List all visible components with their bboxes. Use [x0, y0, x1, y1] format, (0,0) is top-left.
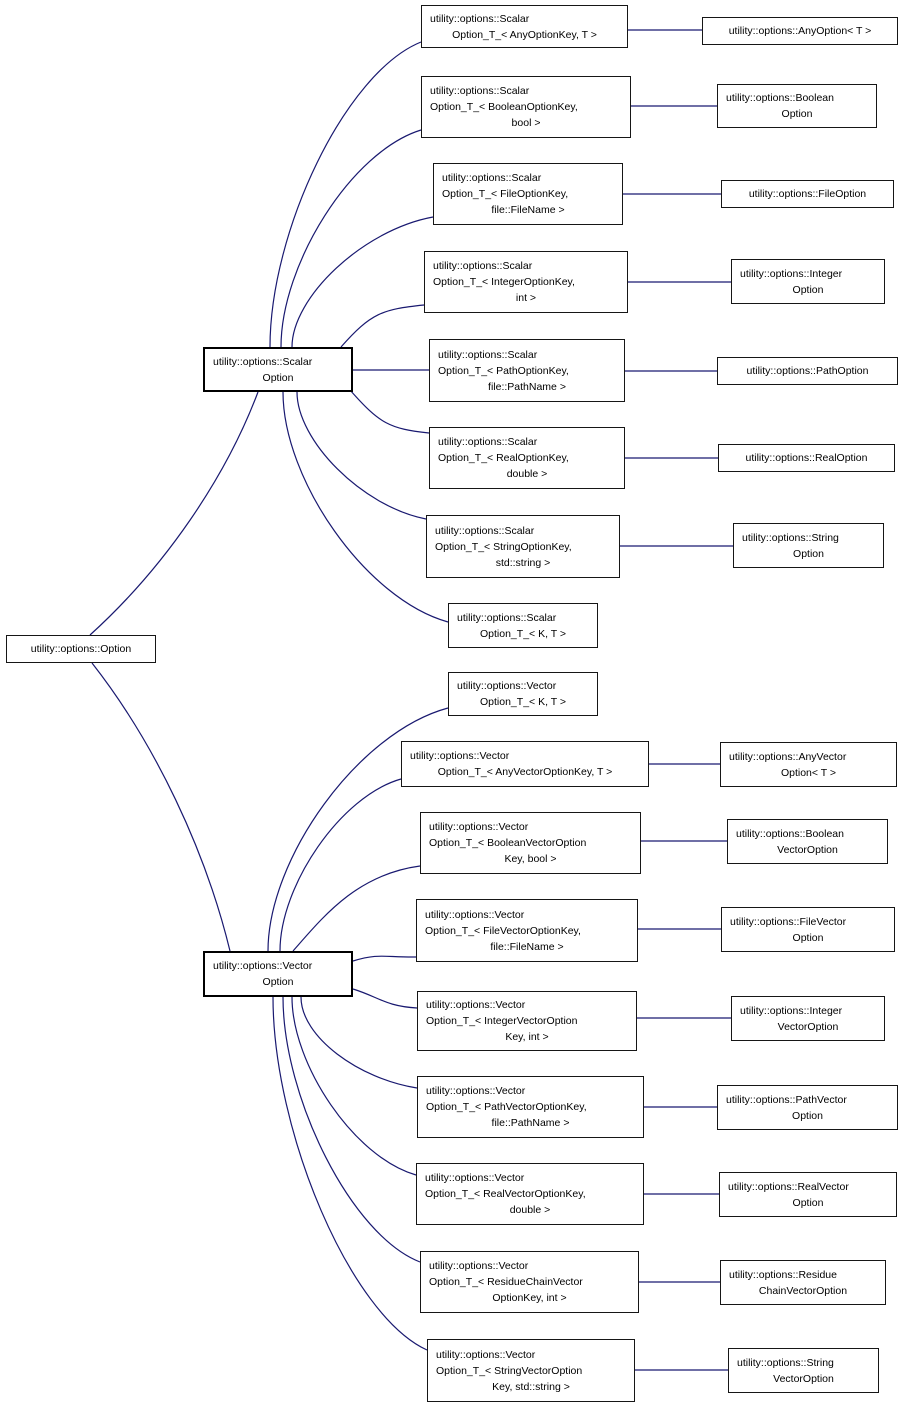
inheritance-edge-scalar-option-to-option [90, 392, 258, 635]
class-node-label-line: Option_T_< K, T > [480, 627, 566, 640]
class-node-label-line: utility::options::RealOption [745, 452, 868, 464]
class-node-string-option[interactable] [733, 523, 884, 568]
class-node-label-line: int > [515, 292, 537, 304]
class-node-vector-option-t-kt[interactable] [448, 672, 598, 716]
class-node-vector-option[interactable] [203, 951, 353, 997]
class-node-label-line: utility::options::Scalar [213, 355, 313, 368]
class-node-label-line: Option_T_< StringOptionKey, [435, 540, 572, 553]
inheritance-edge-vector-option-t-real-to-vector-option [292, 997, 416, 1175]
class-node-label-line: utility::options::String [742, 531, 839, 544]
class-node-label-line: Option [792, 931, 824, 944]
class-node-label-line: utility::options::FileVector [730, 915, 847, 928]
class-node-path-option[interactable] [717, 357, 898, 385]
class-node-label-line: utility::options::Scalar [430, 12, 530, 25]
class-node-label-line: Option [792, 1109, 823, 1122]
class-node-label-line: utility::options::AnyOption< T > [728, 25, 872, 37]
class-node-label-line: file::FileName > [490, 940, 564, 953]
class-node-file-option[interactable] [721, 180, 894, 208]
class-node-vector-option-t-path[interactable] [417, 1076, 644, 1138]
class-node-label-line: Option_T_< AnyVectorOptionKey, T > [437, 766, 613, 778]
class-node-label-line: utility::options::RealVector [728, 1180, 849, 1193]
class-node-label-line: Option< T > [780, 766, 837, 779]
class-node-scalar-option-t-path[interactable] [429, 339, 625, 402]
class-node-label-line: utility::options::Vector [429, 821, 529, 833]
class-node-string-vector-option[interactable] [728, 1348, 879, 1393]
inheritance-edge-vector-option-t-any-to-vector-option [280, 779, 401, 951]
class-node-label-line: utility::options::Scalar [438, 348, 538, 361]
inheritance-edge-scalar-option-t-any-to-scalar-option [270, 42, 421, 347]
class-node-label-line: utility::options::Scalar [438, 436, 538, 448]
class-node-label-line: utility::options::Vector [410, 750, 510, 762]
class-node-label-line: utility::options::Boolean [736, 827, 844, 840]
class-node-integer-option[interactable] [731, 259, 885, 304]
class-node-label-line: Option [792, 283, 824, 296]
class-node-scalar-option-t-boolean[interactable] [421, 76, 631, 138]
class-node-scalar-option-t-string[interactable] [426, 515, 620, 578]
class-node-label-line: utility::options::Option [30, 643, 132, 655]
class-node-label-line: utility::options::Scalar [430, 85, 530, 97]
class-node-residue-chain-vector-option[interactable] [720, 1260, 886, 1305]
class-node-label-line: utility::options::Vector [426, 999, 526, 1011]
class-node-vector-option-t-file[interactable] [416, 899, 638, 962]
class-node-file-vector-option[interactable] [721, 907, 895, 952]
class-node-label-line: utility::options::Boolean [726, 92, 834, 104]
class-node-integer-vector-option[interactable] [731, 996, 885, 1041]
class-node-label-line: Option_T_< RealVectorOptionKey, [425, 1188, 586, 1200]
class-node-scalar-option-t-integer[interactable] [424, 251, 628, 313]
class-node-label-line: Option_T_< StringVectorOption [436, 1364, 583, 1377]
class-node-scalar-option-t-kt[interactable] [448, 603, 598, 648]
class-node-label-line: Option_T_< BooleanOptionKey, [430, 101, 578, 113]
class-node-label-line: Option [262, 371, 294, 384]
class-node-label-line: VectorOption [773, 1372, 834, 1385]
class-node-label-line: utility::options::Scalar [442, 172, 542, 184]
class-node-label-line: utility::options::Vector [429, 1260, 529, 1272]
class-node-label-line: Option_T_< IntegerOptionKey, [433, 276, 575, 288]
class-node-label-line: Option [793, 547, 824, 560]
class-node-label-line: file::PathName > [488, 380, 566, 393]
class-node-boolean-vector-option[interactable] [727, 819, 888, 864]
class-node-vector-option-t-real[interactable] [416, 1163, 644, 1225]
inheritance-edge-scalar-option-t-boolean-to-scalar-option [281, 130, 421, 347]
class-node-scalar-option-t-any[interactable] [421, 5, 628, 48]
inheritance-edge-scalar-option-t-real-to-scalar-option [350, 390, 429, 433]
class-node-label-line: VectorOption [777, 1020, 839, 1033]
class-node-label-line: utility::options::Vector [425, 1172, 525, 1184]
class-node-label-line: double > [506, 468, 548, 480]
class-node-label-line: utility::options::Vector [425, 908, 525, 921]
class-node-vector-option-t-residuechain[interactable] [420, 1251, 639, 1313]
class-node-label-line: utility::options::PathOption [746, 365, 869, 377]
class-node-label-line: utility::options::Vector [426, 1085, 526, 1097]
class-node-any-vector-option[interactable] [720, 742, 897, 787]
class-node-any-option[interactable] [702, 17, 898, 45]
class-node-path-vector-option[interactable] [717, 1085, 898, 1130]
class-node-label-line: utility::options::Integer [740, 1004, 843, 1017]
class-node-label-line: Option_T_< FileOptionKey, [442, 188, 569, 200]
class-node-scalar-option[interactable] [203, 347, 353, 392]
class-node-vector-option-t-integer[interactable] [417, 991, 637, 1051]
class-node-label-line: utility::options::Vector [436, 1348, 536, 1361]
class-node-label-line: Option [792, 1196, 824, 1209]
inheritance-edge-vector-option-t-residuechain-to-vector-option [283, 997, 420, 1262]
class-node-label-line: file::PathName > [491, 1117, 570, 1129]
class-node-scalar-option-t-real[interactable] [429, 427, 625, 489]
class-node-label-line: Key, bool > [504, 853, 557, 865]
class-node-label-line: OptionKey, int > [492, 1292, 567, 1304]
class-node-real-option[interactable] [718, 444, 895, 472]
class-node-label-line: Option [262, 976, 294, 988]
inheritance-edge-vector-option-t-file-to-vector-option [353, 956, 416, 961]
class-node-boolean-option[interactable] [717, 84, 877, 128]
class-node-label-line: Option_T_< RealOptionKey, [438, 452, 569, 464]
class-node-label-line: Option_T_< ResidueChainVector [429, 1276, 583, 1288]
class-node-label-line: Option_T_< FileVectorOptionKey, [425, 924, 581, 937]
class-node-label-line: utility::options::Integer [740, 267, 843, 280]
class-node-label-line: utility::options::PathVector [726, 1093, 847, 1106]
class-node-label-line: Option_T_< AnyOptionKey, T > [452, 28, 597, 41]
class-node-label-line: ChainVectorOption [758, 1284, 848, 1297]
class-node-label-line: Option [781, 108, 813, 120]
class-node-label-line: Key, std::string > [492, 1380, 570, 1393]
inheritance-edge-vector-option-to-option [92, 663, 230, 951]
class-node-scalar-option-t-file[interactable] [433, 163, 623, 225]
class-node-label-line: utility::options::FileOption [748, 188, 867, 200]
class-node-label-line: utility::options::AnyVector [729, 750, 847, 763]
class-node-label-line: utility::options::Scalar [435, 524, 535, 537]
class-node-vector-option-t-any[interactable] [401, 741, 649, 787]
inheritance-edge-scalar-option-t-integer-to-scalar-option [341, 305, 424, 347]
class-node-label-line: bool > [511, 117, 541, 129]
class-node-label-line: Option_T_< BooleanVectorOption [429, 837, 587, 849]
class-node-label-line: file::FileName > [491, 204, 565, 216]
class-node-label-line: utility::options::String [737, 1356, 834, 1369]
class-node-option[interactable] [6, 635, 156, 663]
inheritance-edge-scalar-option-t-kt-to-scalar-option [283, 392, 448, 622]
class-node-label-line: utility::options::Vector [457, 680, 557, 692]
class-node-label-line: utility::options::Residue [729, 1268, 837, 1281]
class-node-label-line: Option_T_< PathOptionKey, [438, 364, 569, 377]
class-node-label-line: double > [509, 1204, 551, 1216]
class-node-label-line: VectorOption [777, 843, 838, 856]
class-node-label-line: utility::options::Scalar [457, 611, 557, 624]
class-node-label-line: Key, int > [505, 1031, 549, 1043]
class-node-label-line: Option_T_< IntegerVectorOption [426, 1015, 578, 1027]
class-node-label-line: utility::options::Vector [213, 960, 313, 972]
class-node-label-line: utility::options::Scalar [433, 260, 533, 272]
class-node-real-vector-option[interactable] [719, 1172, 897, 1217]
inheritance-edge-vector-option-t-path-to-vector-option [301, 997, 417, 1088]
class-node-label-line: Option_T_< PathVectorOptionKey, [426, 1101, 587, 1113]
inheritance-edge-vector-option-t-string-to-vector-option [273, 997, 427, 1350]
inheritance-edge-scalar-option-t-string-to-scalar-option [297, 392, 426, 519]
inheritance-edge-vector-option-t-integer-to-vector-option [353, 989, 417, 1008]
class-node-vector-option-t-boolean[interactable] [420, 812, 641, 874]
class-node-vector-option-t-string[interactable] [427, 1339, 635, 1402]
inheritance-edge-vector-option-t-boolean-to-vector-option [293, 866, 420, 951]
class-node-label-line: std::string > [495, 556, 551, 569]
class-node-label-line: Option_T_< K, T > [480, 696, 566, 708]
